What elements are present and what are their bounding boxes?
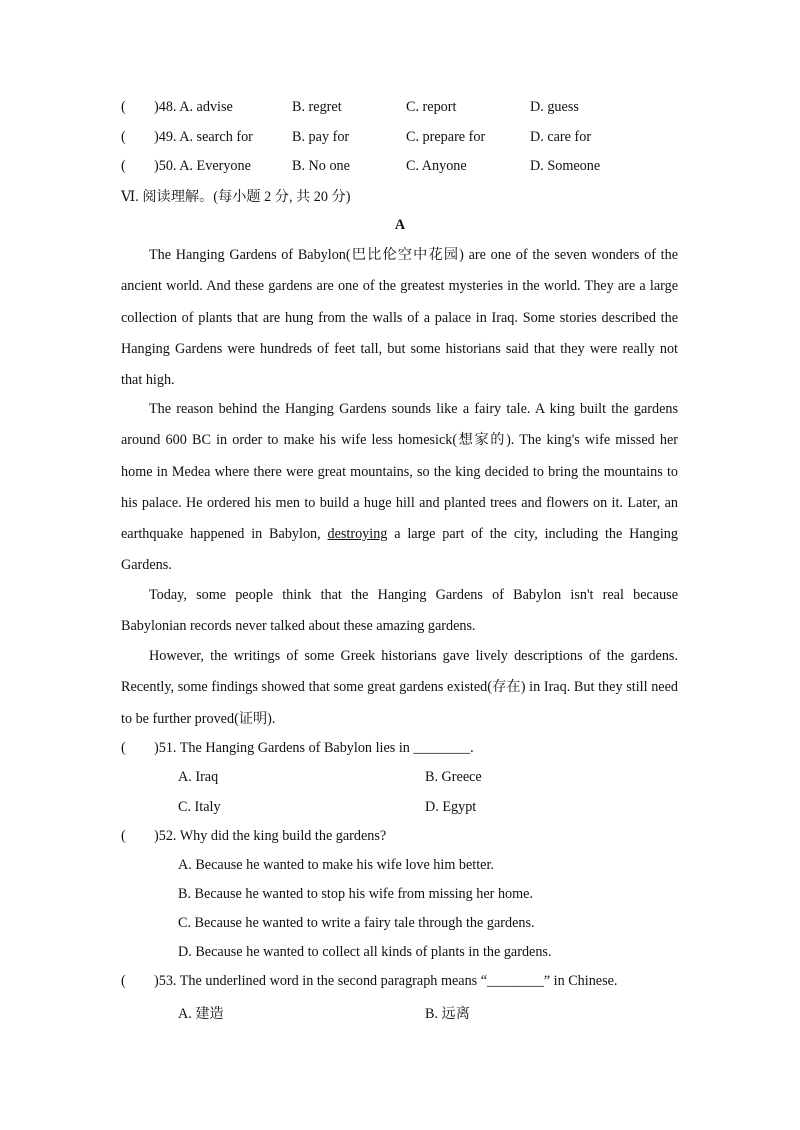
- passage-paragraph-1: The Hanging Gardens of Babylon(巴比伦空中花园) are one of the seven wonders of the ancient world. And these gardens are one of the greatest mysteries in the world. They are a large collection of plants that are hung from the walls of a palace in Iraq. Some stories described the Hanging Gardens were hundreds of feet tall, but some historians said that they were really not that high.: [121, 247, 678, 389]
- option-c: C. report: [406, 99, 457, 115]
- passage-paragraph-3: Today, some people think that the Hanging Gardens of Babylon isn't real because Babylonian records never talked about these amazing gardens.: [121, 587, 678, 635]
- option-d: D. care for: [530, 129, 592, 145]
- question-stem: )52. Why did the king build the gardens?: [154, 828, 387, 844]
- question-stem: )51. The Hanging Gardens of Babylon lies in ________.: [154, 740, 474, 756]
- answer-paren: (: [121, 740, 126, 756]
- answer-paren: (: [121, 158, 126, 174]
- q52-option-a: A. Because he wanted to make his wife love him better.: [178, 857, 494, 873]
- passage-paragraph-2: [121, 394, 678, 582]
- q52-option-b: B. Because he wanted to stop his wife from missing her home.: [178, 886, 534, 902]
- answer-paren: (: [121, 973, 126, 989]
- q51-option-d: D. Egypt: [425, 799, 477, 815]
- section-heading: Ⅵ. 阅读理解。(每小题 2 分, 共 20 分): [121, 189, 351, 205]
- q53-option-a: A. 建造: [178, 1006, 224, 1022]
- q52-option-c: C. Because he wanted to write a fairy tale through the gardens.: [178, 915, 535, 931]
- paragraph-2-text-end: a large part of the city, including the Hanging Gardens.: [121, 526, 678, 574]
- passage-paragraph-4: However, the writings of some Greek historians gave lively descriptions of the gardens. Recently, some findings showed that some great gardens existed(存在) in Iraq. But they still need to be further proved(证明).: [121, 648, 678, 727]
- q51-option-c: C. Italy: [178, 799, 221, 815]
- option-b: B. pay for: [292, 129, 350, 145]
- paragraph-2-text: The reason behind the Hanging Gardens sounds like a fairy tale. A king built the gardens around 600 BC in order to make his wife less homesick(想家的). The king's wife missed her home in Medea where there were great mountains, so the king decided to bring the mountains to his palace. He ordered his men to build a huge hill and planted trees and flowers on it. Later, an earthquake happened in Babylon,: [121, 401, 678, 543]
- option-d: D. guess: [530, 99, 579, 115]
- option-b: B. No one: [292, 158, 350, 174]
- answer-paren: (: [121, 828, 126, 844]
- option-a: )50. A. Everyone: [154, 158, 251, 174]
- q51-option-a: A. Iraq: [178, 769, 219, 785]
- answer-paren: (: [121, 129, 126, 145]
- question-stem: )53. The underlined word in the second paragraph means “________” in Chinese.: [154, 973, 618, 989]
- option-c: C. prepare for: [406, 129, 486, 145]
- option-d: D. Someone: [530, 158, 601, 174]
- q53-option-b: B. 远离: [425, 1006, 470, 1022]
- answer-paren: (: [121, 99, 126, 115]
- option-c: C. Anyone: [406, 158, 467, 174]
- option-a: )49. A. search for: [154, 129, 253, 145]
- q52-option-d: D. Because he wanted to collect all kinds of plants in the gardens.: [178, 944, 552, 960]
- passage-label: A: [394, 217, 406, 233]
- option-a: )48. A. advise: [154, 99, 233, 115]
- underlined-word: destroying: [327, 526, 388, 543]
- option-b: B. regret: [292, 99, 342, 115]
- q51-option-b: B. Greece: [425, 769, 482, 785]
